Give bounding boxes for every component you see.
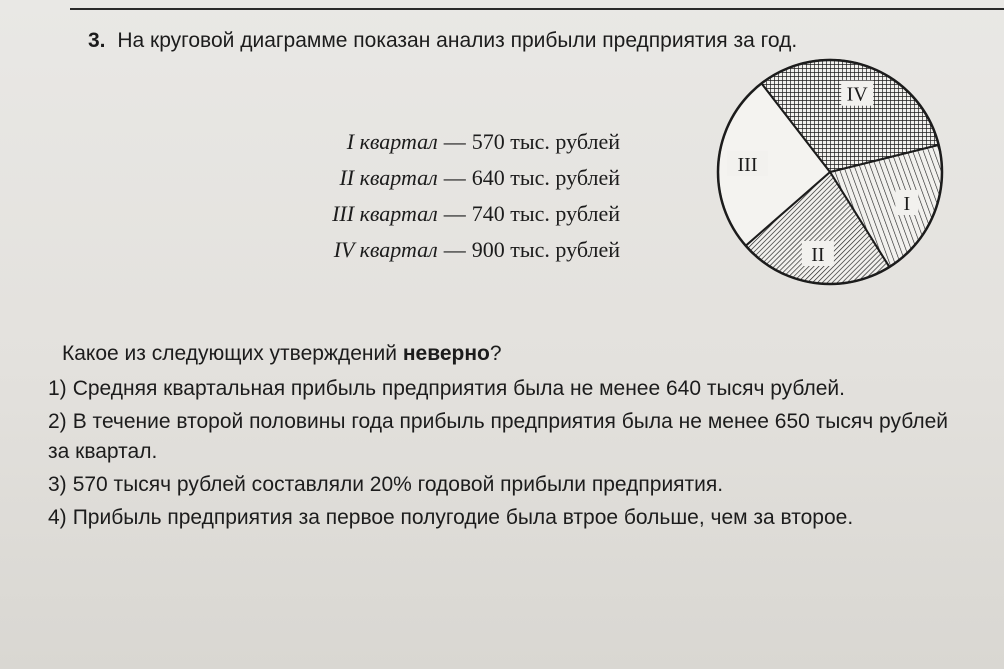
pie-label-IV	[841, 81, 873, 106]
pie-label-II	[802, 241, 834, 266]
dash: —	[443, 165, 466, 190]
question-title: На круговой диаграмме показан анализ прибыли предприятия за год.	[117, 29, 798, 52]
pie-chart	[706, 52, 966, 292]
option-text: Средняя квартальная прибыль предприятия была не менее 640 тысяч рублей.	[72, 377, 845, 400]
option-text: 570 тысяч рублей составляли 20% годовой прибыли предприятия.	[72, 473, 724, 496]
svg-text:IV: IV	[846, 83, 868, 106]
answer-option-4[interactable]	[48, 503, 948, 533]
quarter-label: III квартал	[332, 201, 438, 226]
option-number: 2)	[48, 410, 67, 433]
quarter-label: II квартал	[339, 165, 438, 190]
quarter-label: IV квартал	[333, 237, 438, 262]
prompt-mark: ?	[489, 342, 502, 365]
prompt-text: Какое из следующих утверждений	[62, 342, 397, 365]
quarter-row	[180, 124, 620, 160]
answer-option-2[interactable]	[48, 407, 948, 467]
quarter-list	[180, 124, 620, 268]
svg-text:III: III	[737, 153, 758, 176]
option-number: 1)	[48, 377, 67, 400]
option-text: В течение второй половины года прибыль предприятия была не менее 650 тысяч рублей за квартал.	[48, 410, 948, 463]
dash: —	[443, 129, 466, 154]
question-header	[88, 28, 908, 54]
pie-chart-svg	[706, 52, 966, 292]
quarter-value: 570 тыс. рублей	[471, 129, 620, 154]
option-number: 3)	[48, 473, 67, 496]
quarter-row	[180, 196, 620, 232]
answer-option-3[interactable]	[48, 470, 948, 500]
quarter-value: 640 тыс. рублей	[471, 165, 620, 190]
option-text: Прибыль предприятия за первое полугодие была втрое больше, чем за второе.	[72, 506, 854, 529]
svg-text:II: II	[811, 244, 825, 266]
quarter-row	[180, 160, 620, 196]
svg-text:I: I	[903, 193, 911, 215]
answer-options	[48, 374, 948, 536]
dash: —	[443, 201, 466, 226]
top-rule	[70, 8, 1004, 10]
question-prompt	[62, 340, 962, 368]
prompt-emphasis: неверно	[402, 342, 490, 365]
quarter-value: 740 тыс. рублей	[471, 201, 620, 226]
pie-label-III	[727, 151, 768, 176]
option-number: 4)	[48, 506, 67, 529]
dash: —	[443, 237, 466, 262]
pie-label-I	[895, 190, 918, 215]
quarter-value: 900 тыс. рублей	[471, 237, 620, 262]
answer-option-1[interactable]	[48, 374, 948, 404]
question-number: 3.	[88, 29, 106, 52]
quarter-label: I квартал	[346, 129, 438, 154]
quarter-row	[180, 232, 620, 268]
